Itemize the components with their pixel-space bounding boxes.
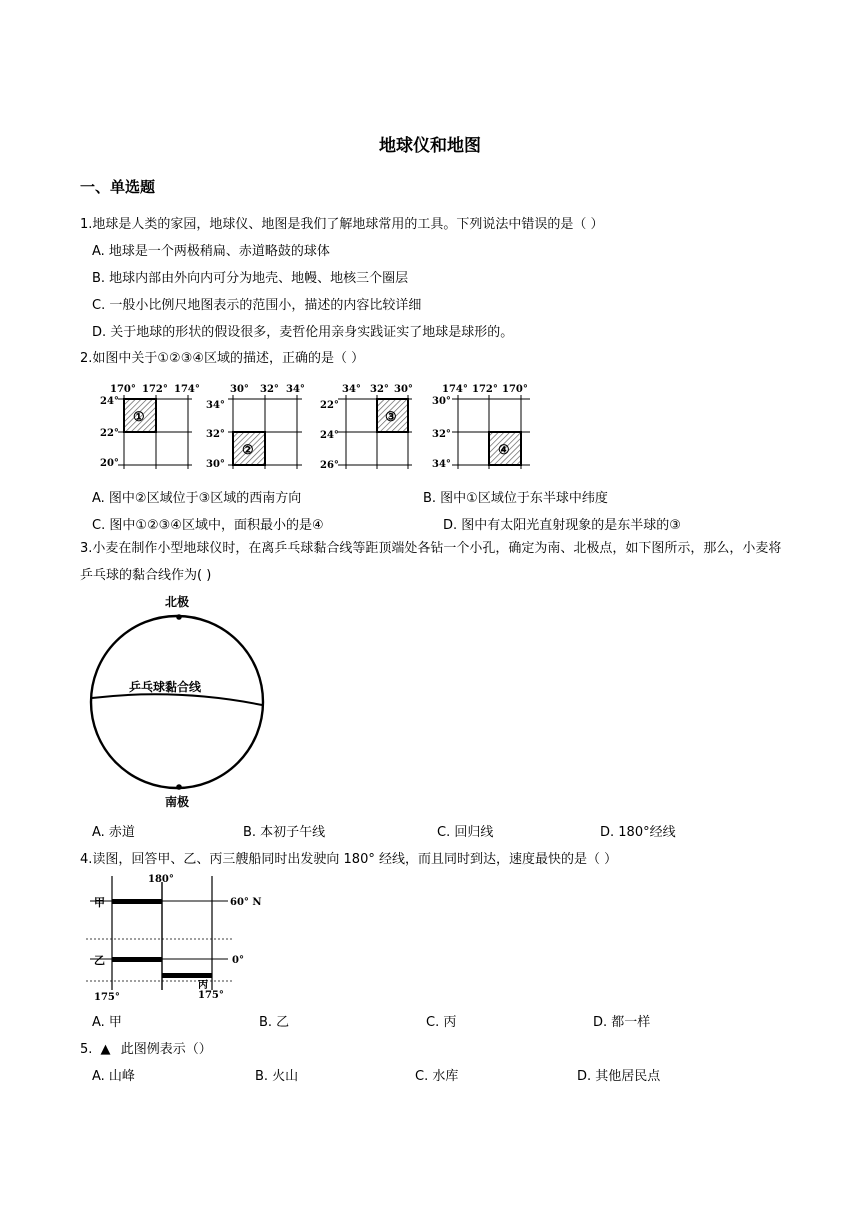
grid-2-lat-3: 30° — [206, 459, 225, 470]
grid-1-lat-2: 22° — [100, 428, 119, 439]
grid-3-lat-3: 26° — [320, 460, 339, 471]
region-3-label: ③ — [385, 410, 397, 425]
grid-1-lon-2: 172° — [142, 384, 168, 395]
grid-1-lon-3: 174° — [174, 384, 200, 395]
question-5-number: 5. — [80, 1042, 93, 1057]
section-heading: 一、单选题 — [80, 178, 156, 196]
lon-175-right-label: 175° — [198, 990, 224, 1001]
region-1-label: ① — [133, 410, 145, 425]
grid-4-lon-2: 172° — [472, 384, 498, 395]
lon-175-left-label: 175° — [94, 992, 120, 1002]
question-2-option-a[interactable]: A. 图中②区域位于③区域的西南方向 — [92, 491, 302, 506]
grid-2-lon-2: 32° — [260, 384, 279, 395]
grid-3-lon-2: 32° — [370, 384, 389, 395]
lon-180-label: 180° — [148, 874, 174, 885]
ship-yi-label: 乙 — [94, 954, 105, 967]
route-yi — [112, 957, 162, 962]
north-pole-point — [176, 614, 182, 620]
seam-label: 乒乓球黏合线 — [129, 680, 202, 694]
question-4-stem: 4.读图，回答甲、乙、丙三艘船同时出发驶向 180° 经线，而且同时到达，速度最快的是（ ） — [80, 852, 618, 867]
question-3-option-a[interactable]: A. 赤道 — [92, 825, 135, 840]
question-5-stem — [80, 1038, 212, 1057]
question-5-option-d[interactable]: D. 其他居民点 — [577, 1069, 661, 1084]
grid-2 — [206, 384, 305, 470]
ship-route-figure — [80, 872, 270, 1002]
route-bing — [162, 973, 212, 978]
question-5-text: 此图例表示（） — [120, 1042, 212, 1057]
question-5-option-a[interactable]: A. 山峰 — [92, 1069, 135, 1084]
ship-jia-label: 甲 — [94, 896, 105, 909]
lat-0-label: 0° — [232, 955, 244, 966]
grid-3-lat-1: 22° — [320, 400, 339, 411]
question-5-option-b[interactable]: B. 火山 — [255, 1069, 299, 1084]
question-1-stem: 1.地球是人类的家园，地球仪、地图是我们了解地球常用的工具。下列说法中错误的是（ ） — [80, 217, 604, 232]
grid-2-lon-3: 34° — [286, 384, 305, 395]
question-1-option-a[interactable]: A. 地球是一个两极稍扁、赤道略鼓的球体 — [92, 244, 330, 259]
triangle-icon: ▲ — [100, 1042, 111, 1057]
grid-2-lat-1: 34° — [206, 400, 225, 411]
grid-1-lat-1: 24° — [100, 396, 119, 407]
grid-4-lat-3: 34° — [432, 459, 451, 470]
region-2-label: ② — [242, 443, 254, 458]
region-4-label: ④ — [498, 443, 510, 458]
south-pole-label: 南极 — [165, 795, 190, 809]
grid-2-lat-2: 32° — [206, 429, 225, 440]
grid-3-lon-1: 34° — [342, 384, 361, 395]
question-3-option-d[interactable]: D. 180°经线 — [600, 825, 676, 840]
page-title: 地球仪和地图 — [379, 136, 481, 156]
grid-1-lat-3: 20° — [100, 458, 119, 469]
south-pole-point — [176, 784, 182, 790]
question-2-stem: 2.如图中关于①②③④区域的描述，正确的是（ ） — [80, 351, 365, 366]
ship-bing-label: 丙 — [198, 980, 208, 991]
grid-3 — [320, 384, 413, 471]
grid-4-lat-2: 32° — [432, 429, 451, 440]
question-3-stem: 3.小麦在制作小型地球仪时，在离乒乓球黏合线等距顶端处各钻一个小孔，确定为南、北极点，如下图所示，那么，小麦将乒乓球的黏合线作为( ) — [80, 541, 782, 583]
question-5-option-c[interactable]: C. 水库 — [415, 1069, 459, 1084]
north-pole-label: 北极 — [165, 595, 190, 609]
question-3-option-c[interactable]: C. 回归线 — [437, 825, 494, 840]
question-1-option-b[interactable]: B. 地球内部由外向内可分为地壳、地幔、地核三个圈层 — [92, 271, 409, 286]
question-4-option-b[interactable]: B. 乙 — [259, 1015, 290, 1030]
route-jia — [112, 899, 162, 904]
grid-4-lon-3: 170° — [502, 384, 528, 395]
question-4-option-d[interactable]: D. 都一样 — [593, 1015, 651, 1030]
grid-regions-figure — [80, 375, 540, 475]
grid-3-lon-3: 30° — [394, 384, 413, 395]
question-2-option-d[interactable]: D. 图中有太阳光直射现象的是东半球的③ — [443, 518, 681, 533]
question-1-option-d[interactable]: D. 关于地球的形状的假设很多，麦哲伦用亲身实践证实了地球是球形的。 — [92, 325, 514, 340]
question-4-option-a[interactable]: A. 甲 — [92, 1015, 122, 1030]
question-3-option-b[interactable]: B. 本初子午线 — [243, 825, 326, 840]
question-2-option-b[interactable]: B. 图中①区域位于东半球中纬度 — [423, 491, 608, 506]
ping-pong-globe-figure — [85, 592, 285, 812]
grid-1-lon-1: 170° — [110, 384, 136, 395]
grid-3-lat-2: 24° — [320, 430, 339, 441]
question-4-option-c[interactable]: C. 丙 — [426, 1015, 457, 1030]
grid-4 — [432, 384, 530, 470]
grid-2-lon-1: 30° — [230, 384, 249, 395]
grid-1 — [100, 384, 200, 469]
grid-4-lon-1: 174° — [442, 384, 468, 395]
question-1-option-c[interactable]: C. 一般小比例尺地图表示的范围小，描述的内容比较详细 — [92, 298, 422, 313]
question-2-option-c[interactable]: C. 图中①②③④区域中，面积最小的是④ — [92, 518, 324, 533]
grid-4-lat-1: 30° — [432, 396, 451, 407]
lat-60-label: 60° N — [230, 897, 262, 908]
